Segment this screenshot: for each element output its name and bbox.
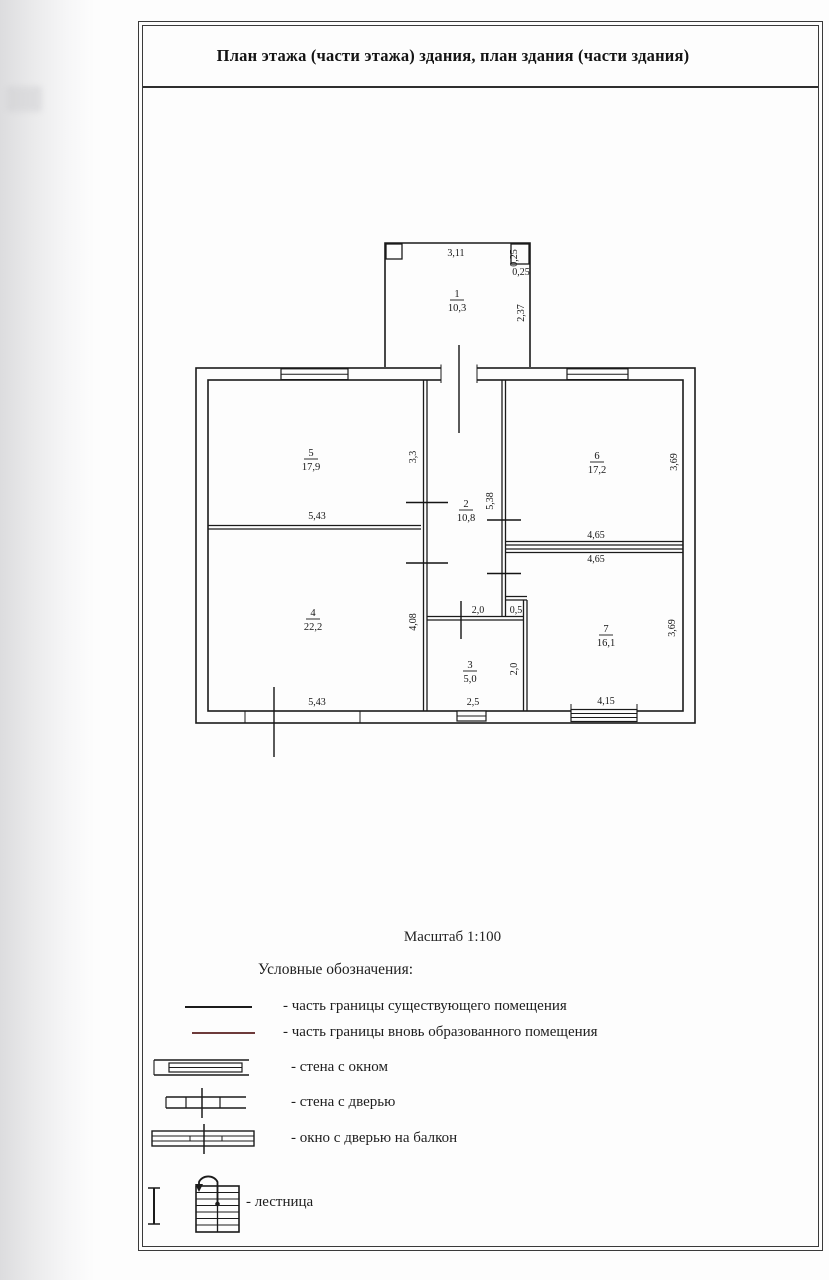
wall-corridor-left	[424, 380, 428, 711]
legend-window-balcony-door-label: - окно с дверью на балкон	[291, 1130, 458, 1146]
svg-text:2: 2	[463, 499, 469, 510]
svg-text:3: 3	[467, 660, 473, 671]
terrace-corner-post-left	[386, 244, 402, 259]
svg-text:5,0: 5,0	[463, 674, 477, 685]
new-boundary-line-symbol	[192, 1032, 255, 1034]
legend-title: Условные обозначения:	[258, 961, 414, 978]
dimension-labels	[308, 248, 680, 708]
svg-text:7: 7	[603, 624, 609, 635]
window-detail-lines	[245, 365, 637, 724]
svg-text:1: 1	[454, 289, 460, 300]
dim-room5-width: 5,43	[308, 511, 326, 522]
scale-label: Масштаб 1:100	[403, 929, 502, 945]
dim-room3-width: 2,5	[466, 697, 480, 708]
dim-terrace-025-v: 0,25	[509, 249, 520, 267]
wall-corridor-right	[502, 380, 506, 616]
svg-text:10,3: 10,3	[447, 303, 467, 314]
wall-with-window-symbol	[152, 1056, 252, 1080]
room-label-3	[463, 660, 477, 685]
svg-text:5: 5	[308, 448, 314, 459]
wall-room7-top	[505, 549, 683, 553]
wall-jog-05	[505, 597, 527, 601]
dim-room4-height: 4,08	[408, 613, 419, 631]
scan-watermark-smudge	[6, 86, 42, 112]
room-label-4	[304, 608, 322, 633]
legend-existing-boundary-label: - часть границы существующего помещения	[283, 998, 567, 1014]
dim-room6-height: 3,69	[669, 453, 680, 471]
svg-text:16,1: 16,1	[596, 638, 616, 649]
svg-text:17,9: 17,9	[301, 462, 321, 473]
legend-new-boundary-label: - часть границы вновь образованного помещения	[283, 1024, 598, 1040]
svg-text:22,2: 22,2	[303, 622, 323, 633]
svg-text:17,2: 17,2	[587, 465, 607, 476]
wall-room3-right	[524, 600, 528, 711]
dim-room4-width: 5,43	[308, 697, 326, 708]
existing-boundary-line-symbol	[185, 1006, 252, 1008]
stairs-direction-arrow	[199, 1176, 218, 1204]
dim-terrace-025-h: 0,25	[512, 267, 530, 278]
dim-corridor-bottom-width: 2,0	[471, 605, 485, 616]
dim-room7-width: 4,15	[597, 696, 615, 707]
dim-terrace-height: 2,37	[516, 304, 527, 322]
exterior-walls	[196, 243, 695, 723]
legend-stairs-label: - лестница	[246, 1194, 314, 1210]
wall-with-door-symbol	[158, 1087, 253, 1119]
page-title: План этажа (части этажа) здания, план здания (части здания)	[216, 46, 690, 65]
interior-walls	[208, 380, 683, 711]
room-label-7	[597, 624, 615, 649]
room-label-6	[588, 451, 606, 476]
svg-text:4: 4	[310, 608, 316, 619]
room-label-1	[448, 289, 466, 314]
dim-room3-height: 2,0	[509, 662, 520, 676]
dim-room7-right-height: 3,69	[667, 619, 678, 637]
door-marks	[274, 345, 521, 757]
dim-terrace-width: 3,11	[447, 248, 465, 259]
window-room7-bottom	[571, 710, 637, 722]
legend-wall-window-label: - стена с окном	[291, 1059, 388, 1075]
room-label-2	[457, 499, 475, 524]
svg-text:6: 6	[594, 451, 600, 462]
room-label-5	[302, 448, 320, 473]
document-header	[143, 26, 818, 88]
wall-room6-bottom	[505, 542, 683, 546]
legend-wall-door-label: - стена с дверью	[291, 1094, 396, 1110]
dim-room6-width: 4,65	[587, 530, 605, 541]
scan-edge-shadow	[0, 0, 95, 1280]
dim-corridor-height: 5,38	[485, 492, 496, 510]
floor-plan-drawing	[140, 235, 710, 770]
wall-room5-room4	[208, 526, 421, 530]
wall-room3-top	[427, 617, 523, 621]
dim-room7-top-width: 4,65	[587, 554, 605, 565]
dim-jog-width: 0,5	[509, 605, 523, 616]
window-with-balcony-door-symbol	[150, 1123, 262, 1155]
dim-room5-height: 3,3	[408, 450, 419, 464]
svg-text:10,8: 10,8	[456, 513, 476, 524]
